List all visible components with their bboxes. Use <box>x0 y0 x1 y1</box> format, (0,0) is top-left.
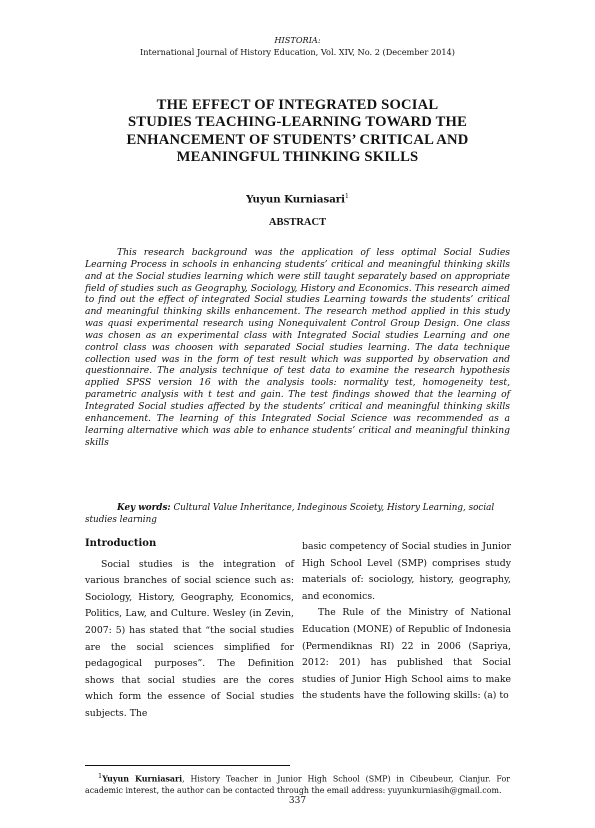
title-line: STUDIES TEACHING-LEARNING TOWARD THE <box>127 114 468 131</box>
abstract-heading: ABSTRACT <box>268 217 327 228</box>
footnote-divider <box>85 765 290 766</box>
journal-name: HISTORIA: <box>274 35 321 45</box>
keywords-label: Key words: <box>117 503 171 513</box>
intro-paragraph-2: The Rule of the Ministry of National Education (MONE) of Republic of Indonesia (Permendiknas RI) 22 in 2006 (Sapriya, 2012: 201) has published that Social studies of Junior High School aims to make the students have the following skills: (a) to <box>302 607 511 702</box>
intro-paragraph-1: Social studies is the integration of various branches of social science such as: Sociology, History, Geography, Economics, Politics, Law, and Culture. Wesley (in Zevin, 2007: 5) has stated that “the social studies are the social sciences simplified for pedagogical purposes”. The Definition shows that social studies are the cores which form the essence of Social studies subjects. The <box>85 558 294 719</box>
running-header <box>0 34 595 58</box>
footnote <box>85 771 510 796</box>
title-line: MEANINGFUL THINKING SKILLS <box>176 149 419 166</box>
footnote-mark: 1 <box>98 772 103 780</box>
author-footnote-mark: 1 <box>345 193 349 200</box>
title-line: THE EFFECT OF INTEGRATED SOCIAL <box>156 97 439 113</box>
title-line: ENHANCEMENT OF STUDENTS’ CRITICAL AND <box>126 131 469 148</box>
abstract-text: This research background was the application of less optimal Social Sudies Learning Process in schools in enhancing students’ critical and meaningful thinking skills and at the Social studies learning which were still taught separately based on appropriate field of studies such as Geography, Sociology, History and Economics. This research aimed to find out the effect of integrated Social studies Learning towards the students’ critical and meaningful thinking skills enhancement. The research method applied in this study was quasi experimental research using Nonequivalent Control Group Design. One class was chosen as an experimental class with Integrated Social studies Learning and one control class was choosen with separated Social studies learning. The data technique collection used was in the form of test result which was supported by observation and questionnaire. The analysis technique of test data to examine the research hypothesis applied SPSS version 16 with the analysis tools: normality test, homogeneity test, parametric analysis with t test and gain. The test findings showed that the learning of Integrated Social studies affected by the students’ critical and meaningful thinking skills enhancement. The learning of this Integrated Social Science was recommended as a learning alternative which was able to enhance students’ critical and meaningful thinking skills <box>85 247 510 448</box>
author-name: Yuyun Kurniasari <box>246 193 346 206</box>
paper-title <box>80 97 515 167</box>
author-line <box>0 193 595 205</box>
right-column <box>302 539 511 705</box>
keywords-text: Cultural Value Inheritance, Indeginous Scoiety, History Learning, social studies learning <box>85 503 495 525</box>
intro-paragraph-continued: basic competency of Social studies in Junior High School Level (SMP) comprises study materials of: sociology, history, geography, and economics. <box>302 541 511 602</box>
keywords <box>85 503 510 527</box>
page-number: 337 <box>288 796 307 806</box>
footnote-author-name: Yuyun Kurniasari <box>102 774 183 784</box>
section-heading-introduction: Introduction <box>85 538 157 549</box>
footnote-text: , History Teacher in Junior High School (SMP) in Cibeubeur, Cianjur. For academic interest, the author can be contacted through the email address: yuyunkurniasih@gmail.com. <box>85 774 511 796</box>
journal-details: International Journal of History Education, Vol. XIV, No. 2 (December 2014) <box>140 47 455 57</box>
left-column <box>85 536 294 723</box>
